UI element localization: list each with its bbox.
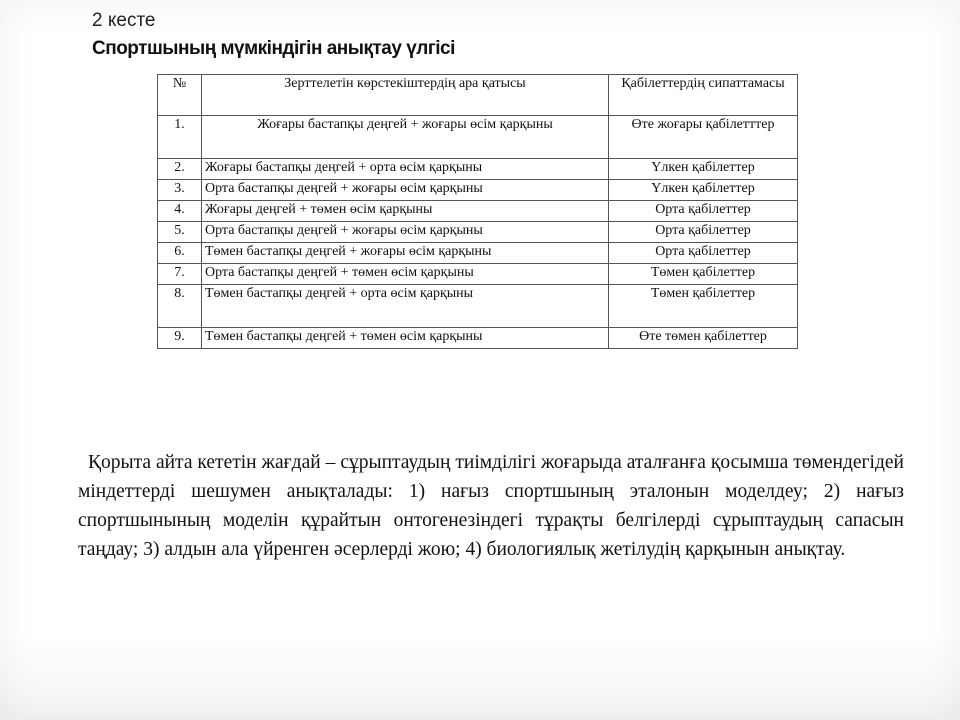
row-number: 5.	[158, 222, 202, 243]
row-number: 9.	[158, 328, 202, 349]
row-relation: Жоғары деңгей + төмен өсім қарқыны	[202, 201, 609, 222]
row-ability: Орта қабілеттер	[609, 222, 798, 243]
row-ability: Орта қабілеттер	[609, 201, 798, 222]
row-number: 8.	[158, 285, 202, 328]
header-number: №	[158, 75, 202, 116]
table-row	[158, 116, 798, 159]
row-number: 7.	[158, 264, 202, 285]
table-header-row	[158, 75, 798, 116]
row-relation: Орта бастапқы деңгей + төмен өсім қарқыны	[202, 264, 609, 285]
row-number: 4.	[158, 201, 202, 222]
table-row	[158, 222, 798, 243]
row-number: 1.	[158, 116, 202, 159]
row-relation: Жоғары бастапқы деңгей + орта өсім қарқыны	[202, 159, 609, 180]
conclusion-paragraph	[78, 448, 904, 564]
row-relation-text: Төмен бастапқы деңгей + орта өсім қарқыны	[205, 286, 474, 301]
table-row	[158, 201, 798, 222]
conclusion-text: Қорыта айта кететін жағдай – сұрыптаудың тиімділігі жоғарыда аталғанға қосымша төмендегідей міндеттерді шешумен анықталады: 1) нағыз спортшының эталонын моделдеу; 2) нағыз спортшынының моделін құрайтын онтогенезіндегі тұрақты белгілерді сұрыптаудың сапасын таңдау; 3) алдын ала үйренген әсерлерді жою; 4) биологиялық жетілудің қарқынын анықтау.	[78, 452, 904, 560]
row-relation: Жоғары бастапқы деңгей + жоғары өсім қарқыны	[202, 116, 609, 159]
table-row	[158, 285, 798, 328]
row-ability: Орта қабілеттер	[609, 243, 798, 264]
row-ability: Өте жоғары қабілетттер	[609, 116, 798, 159]
table-title: Спортшының мүмкіндігін анықтау үлгісі	[92, 38, 455, 59]
row-relation	[202, 285, 609, 328]
row-relation: Төмен бастапқы деңгей + жоғары өсім қарқыны	[202, 243, 609, 264]
header-relation: Зерттелетін көрстекіштердің ара қатысы	[202, 75, 609, 116]
row-ability: Төмен қабілеттер	[609, 285, 798, 328]
table-row	[158, 328, 798, 349]
row-number: 6.	[158, 243, 202, 264]
row-number: 2.	[158, 159, 202, 180]
table-row	[158, 180, 798, 201]
table-number: 2 кесте	[92, 10, 156, 31]
table-row	[158, 159, 798, 180]
table-row	[158, 264, 798, 285]
ability-table	[157, 74, 798, 349]
row-ability: Үлкен қабілеттер	[609, 180, 798, 201]
header-ability: Қабілеттердің сипаттамасы	[609, 75, 798, 116]
row-number: 3.	[158, 180, 202, 201]
row-ability: Үлкен қабілеттер	[609, 159, 798, 180]
table-row	[158, 243, 798, 264]
row-relation: Орта бастапқы деңгей + жоғары өсім қарқыны	[202, 180, 609, 201]
row-ability: Төмен қабілеттер	[609, 264, 798, 285]
row-relation: Орта бастапқы деңгей + жоғары өсім қарқыны	[202, 222, 609, 243]
row-ability: Өте төмен қабілеттер	[609, 328, 798, 349]
row-relation: Төмен бастапқы деңгей + төмен өсім қарқыны	[202, 328, 609, 349]
